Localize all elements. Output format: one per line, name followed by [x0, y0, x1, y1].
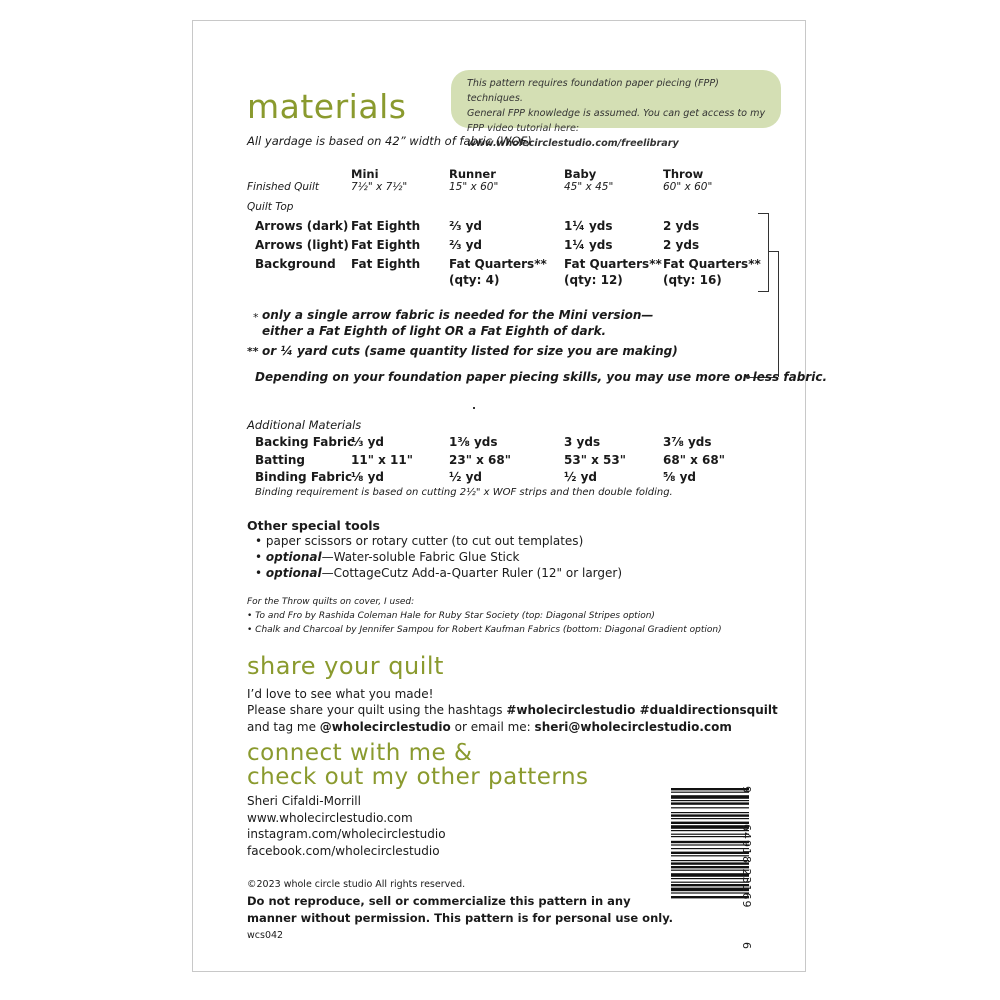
batting-runner: 23" x 68" [449, 453, 511, 467]
backing-label: Backing Fabric [255, 435, 355, 449]
quilt-top-label: Quilt Top [247, 201, 294, 213]
row-arrows-light-baby: 1¼ yds [564, 238, 613, 252]
cover-item-1: • To and Fro by Rashida Coleman Hale for Ruby Star Society (top: Diagonal Stripes option) [247, 611, 655, 621]
quilt-top-bracket [758, 213, 769, 292]
barcode-bar [671, 788, 749, 790]
finished-runner: 15" x 60" [449, 181, 499, 193]
barcode-bar [671, 884, 749, 886]
share-line-2 [247, 703, 778, 717]
barcode-bar [671, 896, 749, 898]
barcode-bar [671, 844, 749, 845]
website-link[interactable]: www.wholecirclestudio.com [247, 811, 413, 825]
finished-mini: 7½" x 7½" [351, 181, 408, 193]
row-background-label: Background [255, 257, 336, 271]
finished-throw: 60" x 60" [663, 181, 713, 193]
free-library-link[interactable]: www.wholecirclestudio.com/freelibrary [467, 138, 679, 149]
share-line-1: I’d love to see what you made! [247, 687, 434, 701]
barcode-bar [671, 892, 749, 893]
facebook-link[interactable]: facebook.com/wholecirclestudio [247, 844, 440, 858]
col-throw: Throw [663, 167, 704, 181]
row-arrows-dark-throw: 2 yds [663, 219, 700, 233]
bracket-connector [768, 251, 778, 252]
callout-line-1: This pattern requires foundation paper piecing (FPP) techniques. [467, 78, 719, 104]
row-arrows-light-mini: Fat Eighth [351, 238, 421, 252]
note-starstar: ** [247, 345, 259, 358]
finished-quilt-label: Finished Quilt [247, 181, 319, 193]
binding-baby: ½ yd [564, 470, 598, 484]
note-mini-line-1: only a single arrow fabric is needed for the Mini version— [262, 308, 654, 322]
pattern-code: wcs042 [247, 930, 284, 941]
barcode-bar [671, 818, 749, 819]
cover-intro: For the Throw quilts on cover, I used: [247, 597, 415, 607]
barcode-bar [671, 825, 749, 829]
batting-baby: 53" x 53" [564, 453, 626, 467]
row-arrows-dark-mini: Fat Eighth [351, 219, 421, 233]
note-quarter-yard: or ¼ yard cuts (same quantity listed for size you are making) [262, 344, 678, 358]
connect-title-line-2: check out my other patterns [247, 764, 589, 790]
share-line-3 [247, 720, 732, 734]
barcode-bar [671, 822, 749, 824]
barcode-bar [671, 873, 749, 877]
binding-runner: ½ yd [449, 470, 483, 484]
pattern-back-cover [192, 20, 828, 972]
connect-title-line-1: connect with me & [247, 740, 473, 766]
barcode-bar [671, 795, 749, 799]
materials-subtitle: All yardage is based on 42” width of fabric (WOF) [247, 134, 532, 148]
row-background-throw: Fat Quarters** [663, 257, 761, 271]
callout-line-3: FPP video tutorial here: [467, 123, 580, 134]
row-arrows-light-throw: 2 yds [663, 238, 700, 252]
additional-materials-label: Additional Materials [247, 418, 362, 432]
email-link[interactable]: sheri@wholecirclestudio.com [534, 720, 732, 734]
qty-throw: (qty: 16) [663, 273, 722, 287]
barcode-bar [671, 841, 749, 843]
tool-item-3-text: —CottageCutz Add-a-Quarter Ruler (12" or larger) [321, 566, 623, 580]
batting-throw: 68" x 68" [663, 453, 725, 467]
tool-item-2: • optional—Water-soluble Fabric Glue Stick [255, 550, 520, 564]
qty-runner: (qty: 4) [449, 273, 500, 287]
fpp-callout [451, 70, 781, 149]
backing-baby: 3 yds [564, 435, 601, 449]
cover-item-1-text: To and Fro by Rashida Coleman Hale for Ruby Star Society (top: Diagonal Stripes option) [255, 611, 655, 621]
barcode-bar [671, 812, 749, 813]
tools-title: Other special tools [247, 518, 381, 533]
backing-mini: ⅓ yd [351, 435, 385, 449]
instagram-handle[interactable]: @wholecirclestudio [319, 720, 451, 734]
barcode-bar [671, 848, 749, 849]
barcode-bar [671, 834, 749, 835]
row-arrows-dark-label: Arrows (dark) [255, 219, 349, 233]
binding-throw: ⅝ yd [663, 470, 697, 484]
barcode-bar [671, 830, 749, 831]
barcode-bar [671, 852, 749, 854]
backing-runner: 1⅜ yds [449, 435, 498, 449]
share-title: share your quilt [247, 652, 444, 680]
tool-item-2-text: —Water-soluble Fabric Glue Stick [321, 550, 520, 564]
tool-item-3: • optional—CottageCutz Add-a-Quarter Ruler (12" or larger) [255, 566, 623, 580]
barcode-bar [671, 836, 749, 837]
share-line-3-a: and tag me [247, 720, 320, 734]
barcode-bar [671, 870, 749, 871]
barcode-bar [671, 800, 749, 801]
instagram-link[interactable]: instagram.com/wholecirclestudio [247, 827, 446, 841]
tool-item-3-optional: optional [265, 566, 322, 580]
callout-line-2: General FPP knowledge is assumed. You can get access to my [467, 108, 766, 119]
row-arrows-light-label: Arrows (light) [255, 238, 349, 252]
decorative-dot [473, 407, 475, 409]
barcode-bar [671, 862, 749, 864]
row-background-baby: Fat Quarters** [564, 257, 662, 271]
copyright: ©2023 whole circle studio All rights reserved. [247, 879, 466, 890]
col-mini: Mini [351, 167, 379, 181]
finished-baby: 45" x 45" [564, 181, 614, 193]
note-mini-line-2: either a Fat Eighth of light OR a Fat Eighth of dark. [262, 324, 607, 338]
barcode-digits-main: 64918 23169 [740, 824, 753, 909]
tool-item-1-text: paper scissors or rotary cutter (to cut out templates) [265, 534, 584, 548]
col-baby: Baby [564, 167, 597, 181]
barcode-digit-right: 9 [740, 786, 753, 793]
barcode-bar [671, 878, 749, 879]
tool-item-2-optional: optional [265, 550, 322, 564]
materials-title: materials [247, 87, 407, 126]
cover-item-2-text: Chalk and Charcoal by Jennifer Sampou for Robert Kaufman Fabrics (bottom: Diagonal Gradient option) [255, 625, 722, 635]
row-background-runner: Fat Quarters** [449, 257, 547, 271]
row-arrows-light-runner: ⅔ yd [449, 238, 483, 252]
author-name: Sheri Cifaldi-Morrill [247, 794, 361, 808]
row-arrows-dark-runner: ⅔ yd [449, 219, 483, 233]
warning-line-2: manner without permission. This pattern is for personal use only. [247, 911, 674, 925]
binding-label: Binding Fabric [255, 470, 353, 484]
barcode-bar [671, 860, 749, 861]
row-arrows-dark-baby: 1¼ yds [564, 219, 613, 233]
barcode-bar [671, 888, 749, 892]
share-hashtags: #wholecirclestudio #dualdirectionsquilt [506, 703, 778, 717]
barcode-bar [671, 855, 749, 856]
note-fpp-skills: Depending on your foundation paper piecing skills, you may use more or less fabric. [255, 370, 828, 384]
share-line-2-text: Please share your quilt using the hashtags [247, 703, 507, 717]
barcode-bar [671, 802, 749, 804]
binding-note: Binding requirement is based on cutting 2½" x WOF strips and then double folding. [255, 487, 673, 498]
share-line-3-b: or email me: [450, 720, 535, 734]
binding-mini: ⅛ yd [351, 470, 385, 484]
batting-mini: 11" x 11" [351, 453, 413, 467]
warning-line-1: Do not reproduce, sell or commercialize this pattern in any [247, 894, 631, 908]
barcode-bar [671, 866, 749, 868]
qty-baby: (qty: 12) [564, 273, 623, 287]
col-runner: Runner [449, 167, 496, 181]
barcode [671, 784, 764, 954]
bracket-vertical-line [778, 251, 779, 377]
barcode-bar [671, 814, 749, 816]
note-star: * [253, 311, 259, 324]
row-background-mini: Fat Eighth [351, 257, 421, 271]
barcode-digit-left: 6 [740, 942, 753, 949]
cover-item-2: • Chalk and Charcoal by Jennifer Sampou for Robert Kaufman Fabrics (bottom: Diagonal Gradient option) [247, 625, 722, 635]
barcode-bar [671, 882, 749, 883]
tool-item-1: • paper scissors or rotary cutter (to cut out templates) [255, 534, 584, 548]
barcode-bar [671, 807, 749, 808]
batting-label: Batting [255, 453, 305, 467]
barcode-bar [671, 792, 749, 793]
backing-throw: 3⅞ yds [663, 435, 712, 449]
